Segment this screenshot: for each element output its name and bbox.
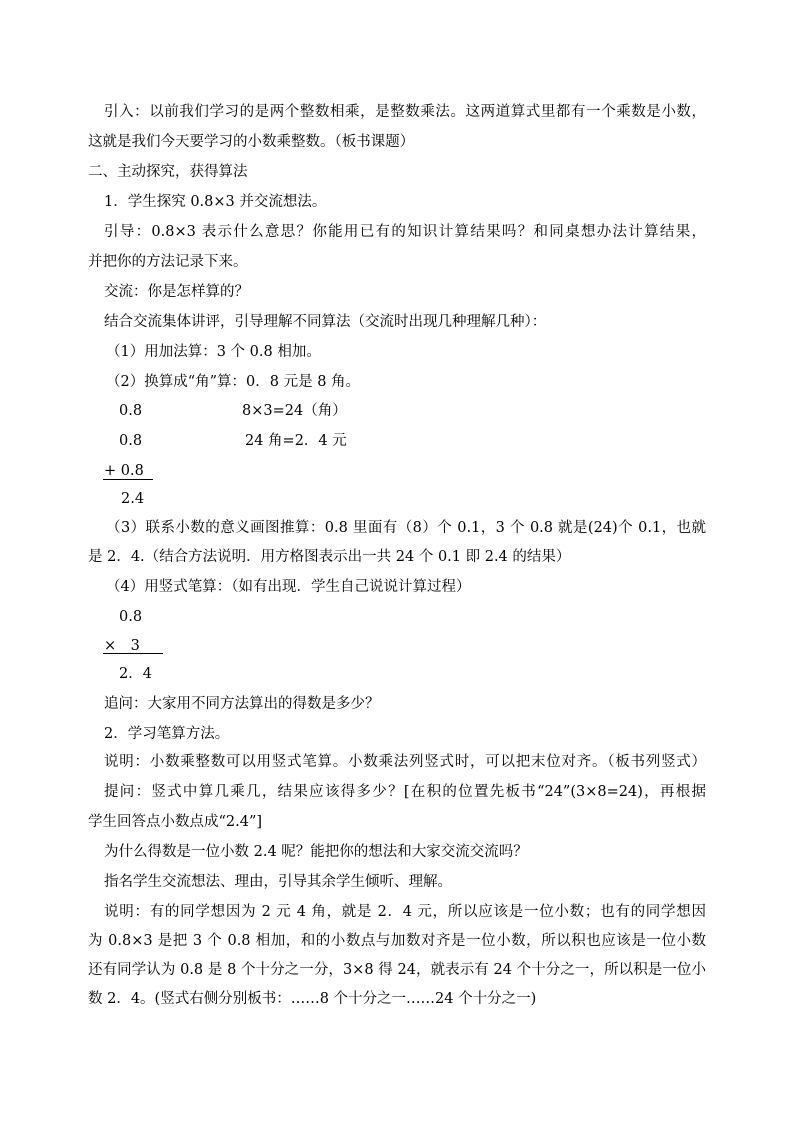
text-line: 说明：小数乘整数可以用竖式笔算。小数乘法列竖式时，可以把末位对齐。（板书列竖式） bbox=[104, 754, 706, 770]
text-line: 为 0.8×3 是把 3 个 0.8 相加，和的小数点与加数对齐是一位小数，所以积也应该是一位小数 bbox=[88, 933, 706, 949]
text-line: 追问：大家用不同方法算出的得数是多少？ bbox=[104, 696, 380, 712]
subsection-heading: 2．学习笔算方法。 bbox=[104, 726, 230, 742]
math-operand: + 0.8 bbox=[104, 463, 144, 479]
math-expression: 24 角=2．4 元 bbox=[245, 433, 347, 449]
text-line: 引导：0.8×3 表示什么意思？你能用已有的知识计算结果吗？和同桌想办法计算结果， bbox=[104, 224, 706, 240]
section-heading: 二、主动探究，获得算法 bbox=[88, 164, 248, 180]
math-result: 2．4 bbox=[119, 666, 152, 682]
text-line: 引入：以前我们学习的是两个整数相乘，是整数乘法。这两道算式里都有一个乘数是小数， bbox=[104, 104, 706, 120]
subsection-heading: 1．学生探究 0.8×3 并交流想法。 bbox=[104, 194, 327, 210]
text-line: 为什么得数是一位小数 2.4 呢？能把你的想法和大家交流交流吗？ bbox=[104, 844, 528, 860]
text-line: 这就是我们今天要学习的小数乘整数。（板书课题） bbox=[88, 134, 415, 150]
text-line: 指名学生交流想法、理由，引导其余学生倾听、理解。 bbox=[104, 874, 452, 890]
sum-underline bbox=[103, 479, 153, 480]
text-line: 说明：有的同学想因为 2 元 4 角，就是 2．4 元，所以应该是一位小数；也有的同学想因 bbox=[104, 904, 706, 920]
text-line: 数 2．4。(竖式右侧分别板书：……8 个十分之一……24 个十分之一) bbox=[88, 991, 537, 1007]
text-line: 交流：你是怎样算的？ bbox=[104, 284, 249, 300]
text-line: （1）用加法算：3 个 0.8 相加。 bbox=[106, 344, 321, 360]
text-line: 结合交流集体讲评，引导理解不同算法（交流时出现几种理解几种）： bbox=[104, 314, 547, 330]
math-operand: 0.8 bbox=[119, 403, 143, 419]
text-line: （2）换算成“角”算：0．8 元是 8 角。 bbox=[106, 374, 361, 390]
product-underline bbox=[103, 653, 163, 654]
text-line: 学生回答点小数点成“2.4”] bbox=[88, 814, 263, 830]
text-line: （3）联系小数的意义画图推算：0.8 里面有（8）个 0.1，3 个 0.8 就是(24)个 0.1，也就 bbox=[106, 520, 706, 536]
math-expression: 8×3=24（角） bbox=[242, 403, 347, 419]
math-operand: 0.8 bbox=[119, 433, 143, 449]
text-line: 是 2．4.（结合方法说明．用方格图表示出一共 24 个 0.1 即 2.4 的结果） bbox=[88, 549, 571, 565]
text-line: 并把你的方法记录下来。 bbox=[88, 254, 248, 270]
math-operand: 0.8 bbox=[119, 609, 143, 625]
text-line: （4）用竖式笔算：（如有出现．学生自己说说计算过程） bbox=[106, 579, 471, 595]
math-operand: × 3 bbox=[104, 638, 140, 654]
math-result: 2.4 bbox=[121, 491, 145, 507]
text-line: 提问：竖式中算几乘几，结果应该得多少？[在积的位置先板书“24”(3×8=24)，再根据 bbox=[104, 784, 706, 800]
text-line: 还有同学认为 0.8 是 8 个十分之一分，3×8 得 24，就表示有 24 个十分之一，所以积是一位小 bbox=[88, 962, 706, 978]
